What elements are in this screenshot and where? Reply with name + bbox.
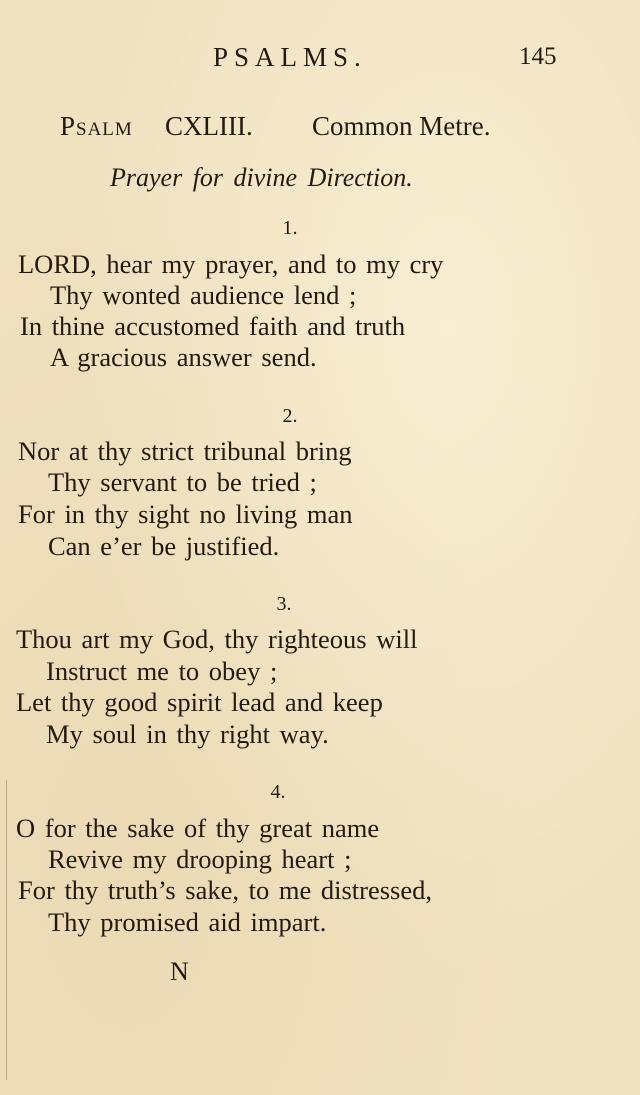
verse-line: For in thy sight no living man <box>18 499 353 529</box>
verse-line: For thy truth’s sake, to me distressed, <box>18 875 432 905</box>
verse-line: Thou art my God, thy righteous will <box>16 624 418 654</box>
verse-line: Instruct me to obey ; <box>46 656 278 686</box>
page-number: 145 <box>519 43 557 70</box>
verse-line: Let thy good spirit lead and keep <box>16 687 383 717</box>
psalm-subtitle: Prayer for divine Direction. <box>110 163 413 192</box>
verse-line: O for the sake of thy great name <box>16 813 380 843</box>
stanza-number: 1. <box>282 217 298 239</box>
running-head: PSALMS. <box>213 42 367 72</box>
stanza-number: 2. <box>282 405 298 427</box>
verse-line: My soul in thy right way. <box>46 719 329 749</box>
verse-line: A gracious answer send. <box>50 342 317 372</box>
verse-line: Can e’er be justified. <box>48 531 280 561</box>
verse-line: Thy servant to be tried ; <box>48 467 317 497</box>
verse-line: Revive my drooping heart ; <box>48 844 352 874</box>
psalm-label: Psalm <box>60 111 133 141</box>
verse-line: Thy wonted audience lend ; <box>50 280 357 310</box>
stanza-number: 3. <box>276 593 292 615</box>
verse-line: Nor at thy strict tribunal bring <box>18 436 352 466</box>
stanza-number: 4. <box>270 781 286 803</box>
psalm-numeral: CXLIII. <box>165 111 253 141</box>
page-header <box>0 40 640 74</box>
verse-line: LORD, hear my prayer, and to my cry <box>18 249 444 279</box>
psalm-metre: Common Metre. <box>312 111 491 141</box>
verse-line: In thine accustomed faith and truth <box>20 311 406 341</box>
margin-rule <box>6 780 7 1080</box>
psalm-title <box>0 108 640 144</box>
signature-mark: N <box>170 957 189 986</box>
verse-line: Thy promised aid impart. <box>48 907 327 937</box>
